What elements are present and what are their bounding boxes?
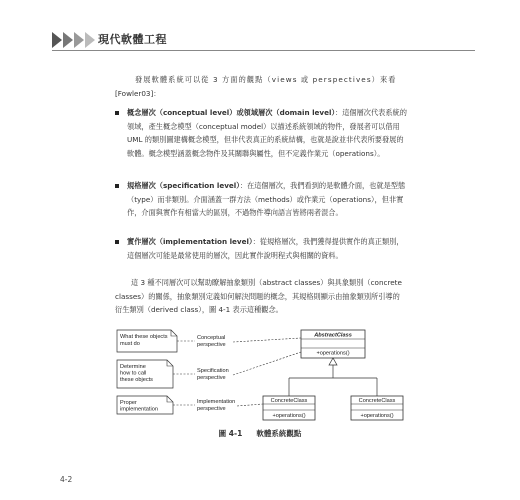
concrete-class-name: ConcreteClass [270, 397, 308, 404]
abstract-class-ops: +operations() [316, 350, 350, 357]
bullet-term: 實作層次（implementation level） [127, 237, 253, 246]
running-header [52, 32, 475, 48]
perspective-label-specification: Specification perspective [197, 368, 229, 381]
note-text-1: What these objects must do [120, 334, 168, 347]
note-text-3: Proper implementation [120, 400, 158, 413]
intro-paragraph [115, 73, 405, 100]
intro-line-2: [Fowler03]： [115, 88, 161, 98]
bullet-icon [115, 240, 119, 244]
concrete-class-ops: +operations() [360, 413, 394, 419]
concrete-class-ops: +operations() [272, 413, 306, 419]
concrete-class-box-2 [351, 396, 403, 420]
bullet-body: ：在這個層次，我們看到的是軟體介面，也就是型態（type）而非類別。介面涵蓋一群方法（methods）或作業元（operations），但非實作，介面與實作有相當大的區別，不過物件導向語言皆將兩者混合。 [127, 181, 406, 217]
intro-line-1: 發展軟體系統可以從 3 方面的觀點（views 或 perspectives）來看 [135, 75, 397, 84]
bullet-body: ：這個層次代表系統的領域，產生概念模型（conceptual model）以描述系統領域的物件，發展者可以借用 UML 的類別圖建構概念模型，但非代表真正的系統結構，也就是說並非代表所要發展的軟體。概念模型涵蓋概念物件及其關聯與屬性，但不定義作業元（operations）。 [127, 108, 407, 158]
bullet-term: 概念層次（conceptual level）或領域層次（domain level） [127, 108, 336, 117]
note-box-3 [117, 396, 173, 414]
bullet-icon [115, 184, 119, 188]
note-box-2 [117, 360, 173, 388]
bullet-implementation [115, 235, 410, 262]
closing-paragraph [115, 276, 405, 317]
page-number: 4-2 [60, 475, 73, 484]
bullet-term: 規格層次（specification level） [127, 181, 240, 190]
concrete-class-box-1 [263, 396, 315, 420]
concrete-class-name: ConcreteClass [358, 397, 396, 404]
perspective-label-conceptual: Conceptual perspective [197, 335, 226, 348]
uml-diagram [115, 324, 415, 434]
figure-caption [115, 428, 405, 439]
figure-title: 軟體系統觀點 [256, 429, 302, 438]
header-divider [52, 50, 475, 51]
note-text-2: Determine how to call these objects [120, 364, 153, 383]
note-box-1 [117, 330, 177, 352]
figure-number: 圖 4-1 [218, 429, 243, 438]
abstract-class-box [301, 330, 365, 358]
bullet-body: ：從規格層次，我們獲得提供實作的真正類別，這個層次可能是最常使用的層次，因此實作說明程式與相關的資料。 [127, 237, 404, 260]
bullet-icon [115, 111, 119, 115]
abstract-class-name: AbstractClass [314, 332, 352, 339]
closing-text: 這 3 種不同層次可以幫助瞭解抽象類別（abstract classes）與具象類別（concrete classes）的關係，抽象類別定義如何解決問題的概念，其規格則顯示由抽象類別所引導的衍生類別（derived class），圖 4-1 表示這種觀念。 [115, 278, 402, 314]
perspective-label-implementation: Implementation perspective [197, 399, 236, 412]
bullet-conceptual [115, 106, 410, 160]
book-title: 現代軟體工程 [98, 33, 167, 46]
bullet-specification [115, 179, 410, 220]
